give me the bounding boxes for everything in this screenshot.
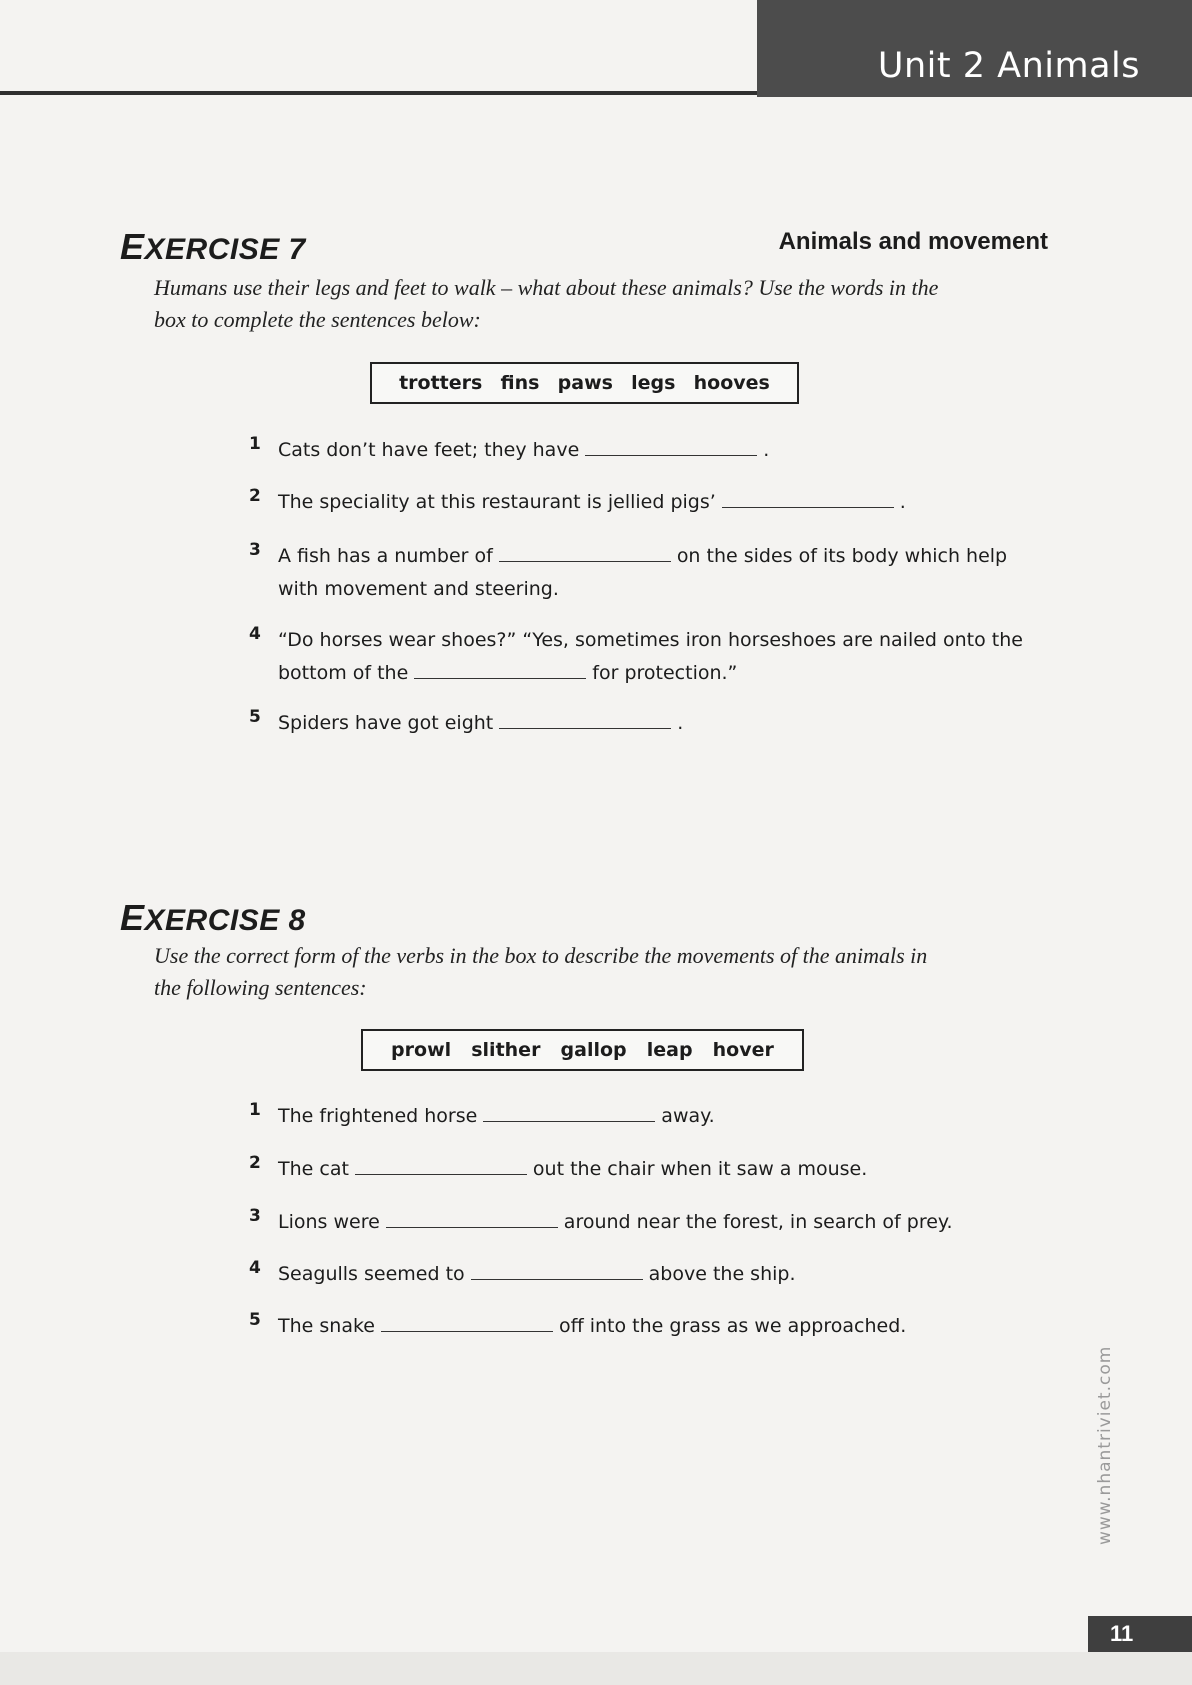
watermark: www.nhantriviet.com xyxy=(1095,1345,1115,1545)
word-fins: fins xyxy=(500,372,540,394)
exercise8-instruction: Use the correct form of the verbs in the box to describe the movements of the animals in the following sentences: xyxy=(154,943,928,1000)
word-hover: hover xyxy=(712,1039,774,1061)
answer-blank[interactable] xyxy=(722,506,894,508)
exercise7-word-box xyxy=(370,362,799,404)
answer-blank[interactable] xyxy=(381,1330,553,1332)
answer-blank[interactable] xyxy=(499,560,671,562)
exercise8-title: EXERCISE 8 xyxy=(120,897,306,938)
exercise7-instruction: Humans use their legs and feet to walk – what about these animals? Use the words in the box to complete the sentences below: xyxy=(154,275,939,332)
bottom-edge xyxy=(0,1652,1192,1685)
answer-blank[interactable] xyxy=(585,454,757,456)
word-gallop: gallop xyxy=(560,1039,627,1061)
word-slither: slither xyxy=(471,1039,541,1061)
unit-title: Unit 2 Animals xyxy=(877,46,1140,86)
unit-banner xyxy=(757,0,1192,97)
word-prowl: prowl xyxy=(391,1039,452,1061)
word-trotters: trotters xyxy=(399,372,483,394)
word-hooves: hooves xyxy=(693,372,770,394)
answer-blank[interactable] xyxy=(355,1173,527,1175)
word-legs: legs xyxy=(631,372,676,394)
word-leap: leap xyxy=(646,1039,693,1061)
answer-blank[interactable] xyxy=(386,1226,558,1228)
answer-blank[interactable] xyxy=(499,727,671,729)
answer-blank[interactable] xyxy=(471,1278,643,1280)
exercise8-word-box xyxy=(361,1029,804,1071)
page-number: 11 xyxy=(1088,1616,1192,1652)
exercise7-title: EXERCISE 7 xyxy=(120,226,306,267)
exercise7-subtitle: Animals and movement xyxy=(778,228,1048,255)
answer-blank[interactable] xyxy=(483,1120,655,1122)
answer-blank[interactable] xyxy=(414,677,586,679)
word-paws: paws xyxy=(557,372,613,394)
